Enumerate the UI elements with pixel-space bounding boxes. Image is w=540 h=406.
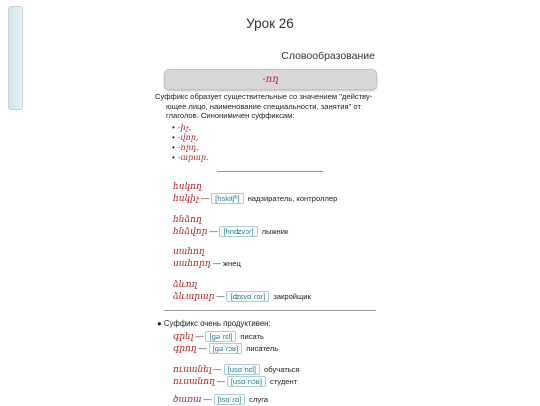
word-entry: հնձվոր — [hnʣvɔɾ] лыжник	[173, 227, 289, 237]
suffix-description	[155, 92, 385, 121]
suffix-label: -ող	[262, 74, 279, 85]
translation: писать	[240, 332, 265, 341]
transcription-audio[interactable]: [hskitʃʰ]	[211, 193, 243, 204]
description-line: Суффикс образует существительные со значением "действу-	[155, 92, 373, 101]
armenian-word: ձևարար	[173, 292, 215, 302]
transcription-audio[interactable]: [gəˈɾɔʁ]	[209, 343, 243, 354]
armenian-word: հսկիչ	[173, 194, 200, 204]
translation: жнец	[222, 259, 241, 268]
word-entry	[173, 214, 202, 226]
translation: студент	[269, 377, 298, 386]
divider	[164, 310, 376, 311]
transcription-audio[interactable]: [usɑˈnɔʁ]	[227, 376, 266, 387]
productive-note: ● Суффикс очень продуктивен:	[157, 319, 271, 328]
armenian-word: ծառա	[173, 395, 202, 405]
word-entry: սահորդ — жнец	[173, 259, 241, 269]
armenian-word: ուսանել	[173, 365, 212, 375]
description-line: глаголов. Синонимичен суффиксам:	[166, 111, 295, 121]
word-entry: հսկիչ — [hskitʃʰ] надзиратель, контроллер	[173, 194, 338, 204]
word-entry: ուսանել — [usɑˈnɛl] обучаться	[173, 365, 300, 375]
section-title: Словообразование	[281, 50, 375, 62]
armenian-word: սահող	[173, 247, 205, 257]
bullet-icon: •	[172, 143, 175, 152]
word-entry: ուսանող — [usɑˈnɔʁ] студент	[173, 377, 298, 387]
translation: обучаться	[264, 365, 300, 374]
word-entry	[173, 181, 202, 193]
bullet-icon: •	[172, 123, 175, 132]
translation: лыжник	[261, 227, 289, 236]
transcription-audio[interactable]: [usɑˈnɛl]	[224, 364, 260, 375]
armenian-word: հնձվոր	[173, 227, 208, 237]
synonym-suffix: • -իչ,	[172, 123, 192, 132]
transcription-audio[interactable]: [gəˈɾɛl]	[205, 331, 236, 342]
translation: надзиратель, контроллер	[247, 194, 338, 203]
armenian-word: հնձող	[173, 215, 202, 225]
transcription-audio[interactable]: [tsɑˈɾɑ]	[214, 394, 246, 405]
word-entry: ձևարար — [ʣɛvɑˈɾɑɾ] закройщик	[173, 292, 311, 302]
word-entry: գրող — [gəˈɾɔʁ] писатель	[173, 344, 279, 354]
synonym-suffix: • -արար.	[172, 153, 209, 162]
transcription-audio[interactable]: [hnʣvɔɾ]	[219, 226, 257, 237]
bullet-icon: •	[172, 153, 175, 162]
armenian-word: ուսանող	[173, 377, 215, 387]
armenian-word: գրել	[173, 332, 194, 342]
translation: слуга	[249, 395, 269, 404]
lesson-title: Урок 26	[246, 16, 294, 31]
armenian-word: գրող	[173, 344, 197, 354]
armenian-word: հսկող	[173, 182, 202, 192]
word-entry: գրել — [gəˈɾɛl] писать	[173, 332, 265, 342]
word-entry	[173, 246, 205, 258]
description-line: ющее лицо, наименование специальности, занятия" от	[166, 101, 361, 111]
bullet-icon: •	[172, 133, 175, 142]
suffix-header	[164, 69, 377, 90]
armenian-word: սահորդ	[173, 259, 211, 269]
transcription-audio[interactable]: [ʣɛvɑˈɾɑɾ]	[226, 291, 269, 302]
translation: писатель	[246, 344, 279, 353]
word-entry	[173, 279, 197, 291]
synonym-suffix-list	[172, 123, 209, 163]
divider	[217, 171, 323, 172]
translation: закройщик	[273, 292, 311, 301]
word-entry: ծառա — [tsɑˈɾɑ] слуга	[173, 395, 269, 405]
synonym-suffix: • -վոր,	[172, 133, 199, 142]
synonym-suffix: • -որդ,	[172, 143, 199, 152]
armenian-word: ձևող	[173, 280, 198, 290]
